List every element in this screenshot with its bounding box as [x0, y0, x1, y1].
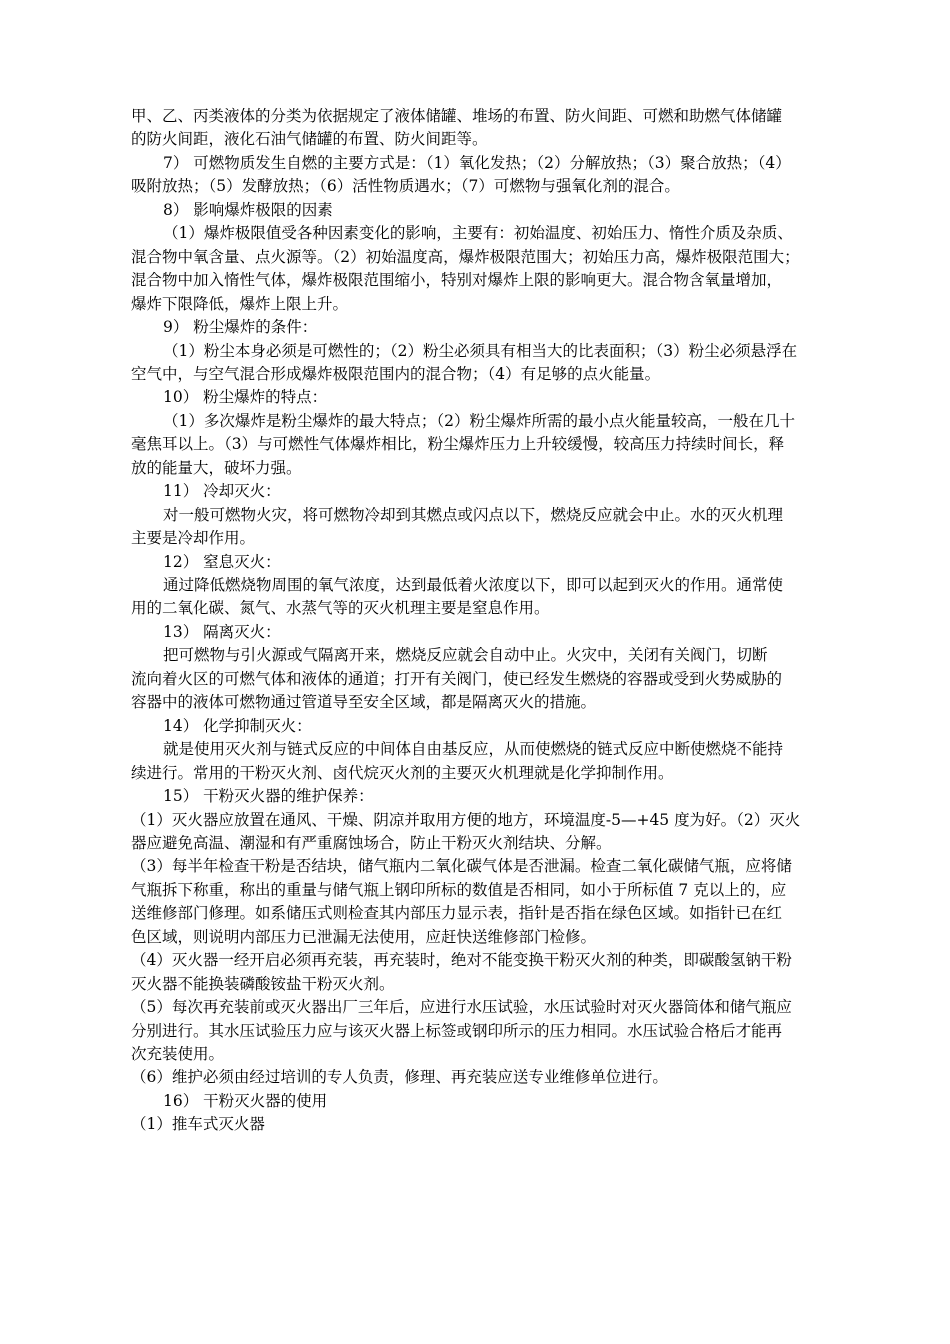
text-line: 就是使用灭火剂与链式反应的中间体自由基反应，从而使燃烧的链式反应中断使燃烧不能持 — [163, 740, 784, 758]
text-line: 12） 窒息灭火： — [163, 553, 281, 571]
text-line: 毫焦耳以上。（3）与可燃性气体爆炸相比，粉尘爆炸压力上升较缓慢，较高压力持续时间长，释 — [131, 435, 785, 453]
text-line: 容器中的液体可燃物通过管道导至安全区域，都是隔离灭火的措施。 — [131, 693, 597, 711]
text-line: （1）爆炸极限值受各种因素变化的影响，主要有：初始温度、初始压力、惰性介质及杂质、 — [163, 224, 793, 242]
text-line: 8） 影响爆炸极限的因素 — [163, 201, 333, 219]
text-line: 13） 隔离灭火： — [163, 623, 281, 641]
text-line: 11） 冷却灭火： — [163, 482, 281, 500]
text-line: 放的能量大，破坏力强。 — [131, 459, 302, 477]
text-line: 分别进行。其水压试验压力应与该灭火器上标签或钢印所示的压力相同。水压试验合格后才能再 — [131, 1022, 783, 1040]
text-line: 送维修部门修理。如系储压式则检查其内部压力显示表，指针是否指在绿色区域。如指针已在红 — [131, 904, 783, 922]
text-line: 15） 干粉灭火器的维护保养： — [163, 787, 374, 805]
text-line: 的防火间距，液化石油气储罐的布置、防火间距等。 — [131, 130, 488, 148]
text-line: 吸附放热；（5）发酵放热；（6）活性物质遇水；（7）可燃物与强氧化剂的混合。 — [131, 177, 680, 195]
text-line: （1）推车式灭火器 — [131, 1115, 265, 1133]
text-line: 16） 干粉灭火器的使用 — [163, 1092, 328, 1110]
text-line: 10） 粉尘爆炸的特点： — [163, 388, 328, 406]
text-line: 色区域，则说明内部压力已泄漏无法使用，应赶快送维修部门检修。 — [131, 928, 597, 946]
text-line: （5）每次再充装前或灭火器出厂三年后，应进行水压试验，水压试验时对灭火器筒体和储气瓶应 — [131, 998, 792, 1016]
text-line: 续进行。常用的干粉灭火剂、卤代烷灭火剂的主要灭火机理就是化学抑制作用。 — [131, 764, 674, 782]
text-line: 气瓶拆下称重，称出的重量与储气瓶上钢印所标的数值是否相同，如小于所标值 7 克以上的，应 — [131, 881, 787, 899]
text-line: 混合物中加入惰性气体，爆炸极限范围缩小，特别对爆炸上限的影响更大。混合物含氧量增加， — [131, 271, 783, 289]
text-line: 爆炸下限降低，爆炸上限上升。 — [131, 295, 349, 313]
text-line: 甲、乙、丙类液体的分类为依据规定了液体储罐、堆场的布置、防火间距、可燃和助燃气体储罐 — [131, 107, 783, 125]
text-line: 主要是冷却作用。 — [131, 529, 256, 547]
text-line: 14） 化学抑制灭火： — [163, 717, 312, 735]
text-line: （4）灭火器一经开启必须再充装，再充装时，绝对不能变换干粉灭火剂的种类，即碳酸氢钠干粉 — [131, 951, 792, 969]
text-line: 把可燃物与引火源或气隔离开来，燃烧反应就会自动中止。火灾中，关闭有关阀门，切断 — [163, 646, 768, 664]
text-line: 器应避免高温、潮湿和有严重腐蚀场合，防止干粉灭火剂结块、分解。 — [131, 834, 612, 852]
text-line: 用的二氧化碳、氮气、水蒸气等的灭火机理主要是窒息作用。 — [131, 599, 550, 617]
text-line: （1）粉尘本身必须是可燃性的；（2）粉尘必须具有相当大的比表面积；（3）粉尘必须悬浮在 — [163, 342, 798, 360]
text-line: 灭火器不能换装磷酸铵盐干粉灭火剂。 — [131, 975, 395, 993]
text-line: 空气中，与空气混合形成爆炸极限范围内的混合物；（4）有足够的点火能量。 — [131, 365, 661, 383]
text-line: 7） 可燃物质发生自燃的主要方式是：（1）氧化发热；（2）分解放热；（3）聚合放热；（4） — [163, 154, 791, 172]
text-line: （1）灭火器应放置在通风、干燥、阴凉并取用方便的地方，环境温度-5—+45 度为好。（2）灭火 — [131, 811, 801, 829]
text-line: 通过降低燃烧物周围的氧气浓度，达到最低着火浓度以下，即可以起到灭火的作用。通常使 — [163, 576, 784, 594]
text-line: （3）每半年检查干粉是否结块，储气瓶内二氧化碳气体是否泄漏。检查二氧化碳储气瓶，应将储 — [131, 857, 792, 875]
text-line: （6）维护必须由经过培训的专人负责，修理、再充装应送专业维修单位进行。 — [131, 1068, 668, 1086]
text-line: 次充装使用。 — [131, 1045, 225, 1063]
text-line: 9） 粉尘爆炸的条件： — [163, 318, 318, 336]
text-line: （1）多次爆炸是粉尘爆炸的最大特点；（2）粉尘爆炸所需的最小点火能量较高，一般在几十 — [163, 412, 795, 430]
text-line: 流向着火区的可燃气体和液体的通道；打开有关阀门，使已经发生燃烧的容器或受到火势威胁的 — [131, 670, 783, 688]
text-line: 混合物中氧含量、点火源等。（2）初始温度高，爆炸极限范围大；初始压力高，爆炸极限范围大； — [131, 248, 800, 266]
text-line: 对一般可燃物火灾，将可燃物冷却到其燃点或闪点以下，燃烧反应就会中止。水的灭火机理 — [163, 506, 784, 524]
